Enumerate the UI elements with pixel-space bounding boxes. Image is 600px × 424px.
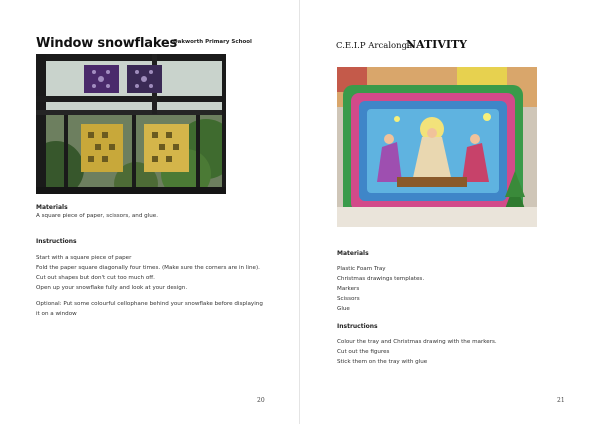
material-item: Markers bbox=[337, 286, 360, 292]
instruction-step: Start with a square piece of paper bbox=[36, 255, 132, 261]
instruction-step: Fold the paper square diagonally four times. (Make sure the corners are in line). bbox=[36, 265, 260, 271]
optional-note-cont: it on a window bbox=[36, 311, 77, 317]
instruction-step: Colour the tray and Christmas drawing with the markers. bbox=[337, 339, 497, 345]
page-title: NATIVITY bbox=[406, 38, 468, 51]
instruction-step: Cut out the figures bbox=[337, 349, 390, 355]
school-name: Oakworth Primary School bbox=[173, 39, 252, 45]
page-number: 20 bbox=[257, 397, 265, 404]
optional-note: Optional: Put some colourful cellophane behind your snowflake before displaying bbox=[36, 301, 263, 307]
instruction-step: Cut out shapes but don't cut too much off. bbox=[36, 275, 155, 281]
instructions-heading: Instructions bbox=[36, 238, 77, 245]
page-title: Window snowflakes bbox=[36, 36, 178, 51]
material-item: Christmas drawings templates. bbox=[337, 276, 425, 282]
school-name: C.E.I.P Arcalonga bbox=[336, 41, 413, 51]
instruction-step: Stick them on the tray with glue bbox=[337, 359, 428, 365]
materials-heading: Materials bbox=[36, 204, 68, 211]
material-item: Plastic Foam Tray bbox=[337, 266, 386, 272]
page-number: 21 bbox=[557, 397, 565, 404]
instruction-step: Open up your snowflake fully and look at your design. bbox=[36, 285, 188, 291]
nativity-tray-photo bbox=[337, 67, 537, 227]
material-item: Glue bbox=[337, 306, 350, 312]
materials-text: A square piece of paper, scissors, and glue. bbox=[36, 213, 159, 219]
instructions-heading: Instructions bbox=[337, 323, 378, 330]
window-snowflakes-photo bbox=[36, 54, 226, 194]
material-item: Scissors bbox=[337, 296, 360, 302]
materials-heading: Materials bbox=[337, 250, 369, 257]
